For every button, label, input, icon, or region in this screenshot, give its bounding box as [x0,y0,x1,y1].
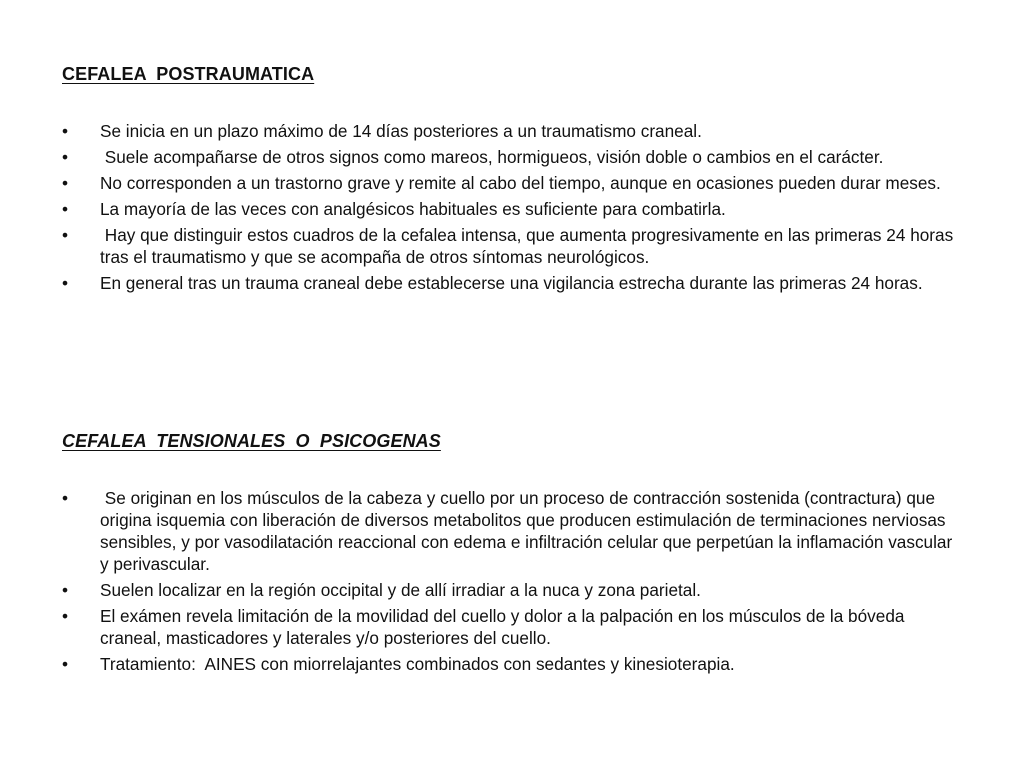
list-item-text: No corresponden a un trastorno grave y remite al cabo del tiempo, aunque en ocasiones pueden durar meses. [100,173,941,193]
bullet-icon: • [62,273,69,293]
list-item [62,172,962,194]
list-item-text: En general tras un trauma craneal debe establecerse una vigilancia estrecha durante las primeras 24 horas. [100,273,923,293]
list-item-text: La mayoría de las veces con analgésicos habituales es suficiente para combatirla. [100,199,726,219]
list-item-text: Se inicia en un plazo máximo de 14 días posteriores a un traumatismo craneal. [100,121,702,141]
list-item-text: Suelen localizar en la región occipital y de allí irradiar a la nuca y zona parietal. [100,580,701,600]
bullet-icon: • [62,121,69,141]
list-item-text: Se originan en los músculos de la cabeza y cuello por un proceso de contracción sostenida (contractura) que origina isquemia con liberación de diversos metabolitos que producen estimulación de terminaciones nerviosas sensibles, y por vasodilatación reaccional con edema e infiltración celular que perpetúan la inflamación vascular y perivascular. [100,488,957,574]
list-item [62,224,962,268]
bullet-icon: • [62,654,69,674]
bullet-icon: • [62,225,69,245]
list-item [62,487,962,575]
bullet-icon: • [62,580,69,600]
list-item-text: Hay que distinguir estos cuadros de la cefalea intensa, que aumenta progresivamente en las primeras 24 horas tras el traumatismo y que se acompaña de otros síntomas neurológicos. [100,225,958,267]
section-title-postraumatica: CEFALEA POSTRAUMATICA [62,64,315,84]
list-item [62,146,962,168]
list-item [62,605,962,649]
list-item-text: El exámen revela limitación de la movilidad del cuello y dolor a la palpación en los músculos de la bóveda craneal, masticadores y laterales y/o posteriores del cuello. [100,606,910,648]
bullet-icon: • [62,488,69,508]
list-item-text: Suele acompañarse de otros signos como mareos, hormigueos, visión doble o cambios en el carácter. [100,147,884,167]
list-item [62,120,962,142]
list-item-text: Tratamiento: AINES con miorrelajantes combinados con sedantes y kinesioterapia. [100,654,735,674]
section-title-tensionales: CEFALEA TENSIONALES O PSICOGENAS [62,431,441,451]
list-item [62,653,962,675]
bullet-list-postraumatica [62,120,962,298]
bullet-icon: • [62,606,69,626]
list-item [62,579,962,601]
bullet-icon: • [62,199,69,219]
list-item [62,198,962,220]
bullet-icon: • [62,173,69,193]
list-item [62,272,962,294]
bullet-list-tensionales [62,487,962,679]
bullet-icon: • [62,147,69,167]
